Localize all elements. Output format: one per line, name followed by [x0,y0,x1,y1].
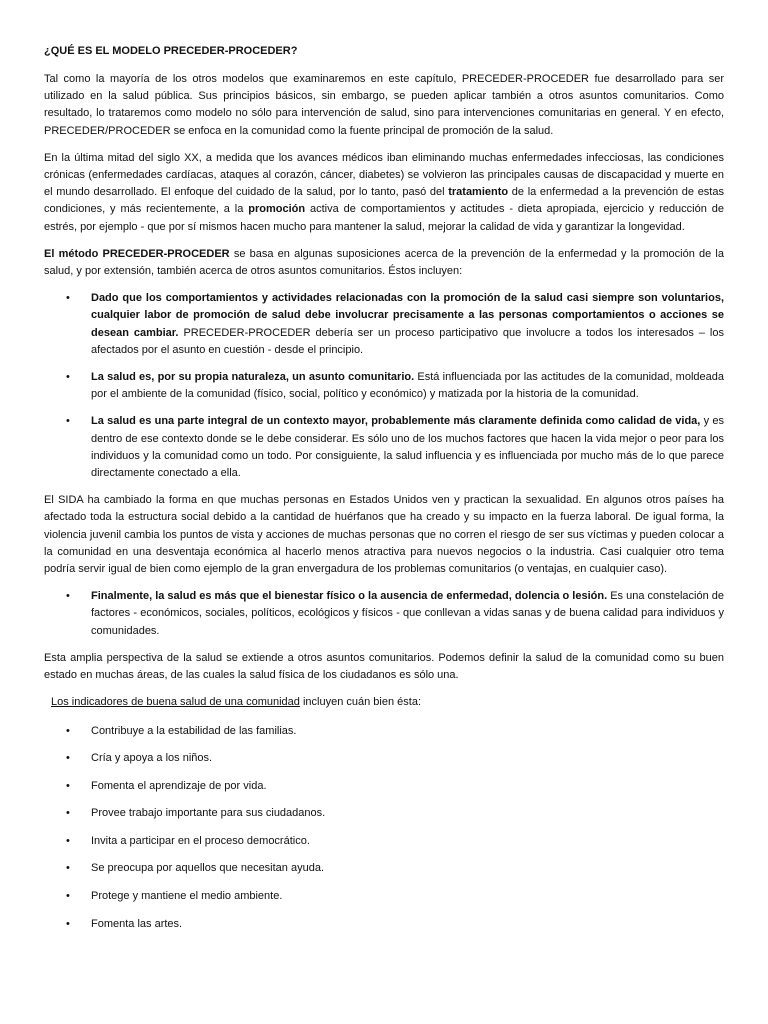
list-item [44,588,724,640]
list-item: • Provee trabajo importante para sus ciudadanos. [44,805,724,822]
list-item [44,369,724,403]
assumption-text: Está influenciada por las actitudes de la comunidad, moldeada por el ambiente de la comunidad (físico, social, político y económico) y matizada por la historia de la comunidad. [91,371,724,401]
indicators-lead [44,694,724,711]
list-item: • Protege y mantiene el medio ambiente. [44,888,724,905]
history-text-c: de la enfermedad a la prevención de estas condiciones, y más recientemente, a la [44,186,724,216]
list-item [44,413,724,482]
paragraph-intro: Tal como la mayoría de los otros modelos que examinaremos en este capítulo, PRECEDER-PROCEDER fue desarrollado para ser utilizado en la salud pública. Sus principios básicos, sin embargo, se pueden aplicar también a otros asuntos comunitarios. Como resultado, lo trataremos como modelo no sólo para intervención de salud, sino para intervenciones comunitarias en general. Y en efecto, PRECEDER/PROCEDER se enfoca en la comunidad como la fuente principal de promoción de la salud. [44,73,724,137]
history-text-e: activa de comportamientos y actitudes - dieta apropiada, ejercicio y reducción de estrés, por ejemplo - que por sí mismos hacen mucho para mantener la salud, mejorar la calidad de vida y garantizar la longevidad. [44,203,724,233]
assumption-bold: Finalmente, la salud es más que el bienestar físico o la ausencia de enfermedad, dolencia o lesión. [91,590,608,603]
paragraph-aids: El SIDA ha cambiado la forma en que muchas personas en Estados Unidos ven y practican la sexualidad. En algunos otros países ha afectado toda la estructura social debido a la cantidad de huérfanos que ha creado y su impacto en la fuerza laboral. De igual forma, la violencia juvenil cambia los puntos de vista y acciones de muchas personas que no corren el riesgo de ser sus víctimas y pueden colocar a la comunidad en una desventaja económica al hacerlo menos atractiva para nuevos negocios o la industria. Casi cualquier otro tema podría servir igual de bien como ejemplo de la gran envergadura de los problemas comunitarios (o ventajas, en cualquier caso). [44,494,724,576]
assumption-text: y es dentro de ese contexto donde se le debe considerar. Es sólo uno de los muchos factores que hacen la vida mejor o peor para los individuos y la comunidad como un todo. Por consiguiente, la salud influencia y es influenciada por mucho más de lo que parece directamente conectado a ella. [91,415,724,480]
list-item: • Invita a participar en el proceso democrático. [44,833,724,850]
paragraph-perspective: Esta amplia perspectiva de la salud se extiende a otros asuntos comunitarios. Podemos definir la salud de la comunidad como su buen estado en muchas áreas, de las cuales la salud física de los ciudadanos es sólo una. [44,651,724,682]
history-bold-treatment: tratamiento [448,186,509,199]
indicators-underlined: Los indicadores de buena salud de una comunidad [51,696,300,709]
page-title: ¿QUÉ ES EL MODELO PRECEDER-PROCEDER? [44,45,298,57]
list-item: • Fomenta el aprendizaje de por vida. [44,778,724,795]
assumption-bold: La salud es una parte integral de un contexto mayor, probablemente más claramente definida como calidad de vida, [91,415,701,428]
assumption-bold: La salud es, por su propia naturaleza, un asunto comunitario. [91,371,415,384]
list-item: • Fomenta las artes. [44,916,724,933]
list-item [44,290,724,359]
paragraph-method [44,246,724,280]
list-item: • Cría y apoya a los niños. [44,750,724,767]
final-assumption-list [44,588,724,640]
list-item: • Contribuye a la estabilidad de las familias. [44,723,724,740]
list-item: • Se preocupa por aquellos que necesitan ayuda. [44,860,724,877]
indicators-lead-text: incluyen cuán bien ésta: [299,696,422,709]
assumption-text: Es una constelación de factores - económicos, sociales, políticos, ecológicos y físicos - que conllevan a vidas sanas y de buena calidad para individuos y comunidades. [91,590,724,637]
history-bold-promotion: promoción [248,203,306,216]
method-text: se basa en algunas suposiciones acerca de la prevención de la enfermedad y la promoción de la salud, y por extensión, también acerca de otros asuntos comunitarios. Éstos incluyen: [44,247,724,278]
indicators-list [44,723,724,933]
assumption-bold: Dado que los comportamientos y actividades relacionadas con la promoción de la salud casi siempre son voluntarios, cualquier labor de promoción de salud debe involucrar precisamente a las personas comportamientos o acciones se desean cambiar. [91,292,724,339]
method-bold: El método PRECEDER-PROCEDER [44,247,230,260]
assumptions-list [44,290,724,482]
paragraph-history [44,150,724,236]
assumption-text: PRECEDER-PROCEDER debería ser un proceso participativo que involucre a todos los interesados – los afectados por el asunto en cuestión - desde el principio. [91,326,724,356]
history-text-a: En la última mitad del siglo XX, a medida que los avances médicos iban eliminando muchas enfermedades infecciosas, las condiciones crónicas (enfermedades cardíacas, ataques al corazón, cáncer, diabetes) se volvieron las principales causas de discapacidad y muerte en el mundo desarrollado. El enfoque del cuidado de la salud, por lo tanto, pasó del [44,151,724,199]
